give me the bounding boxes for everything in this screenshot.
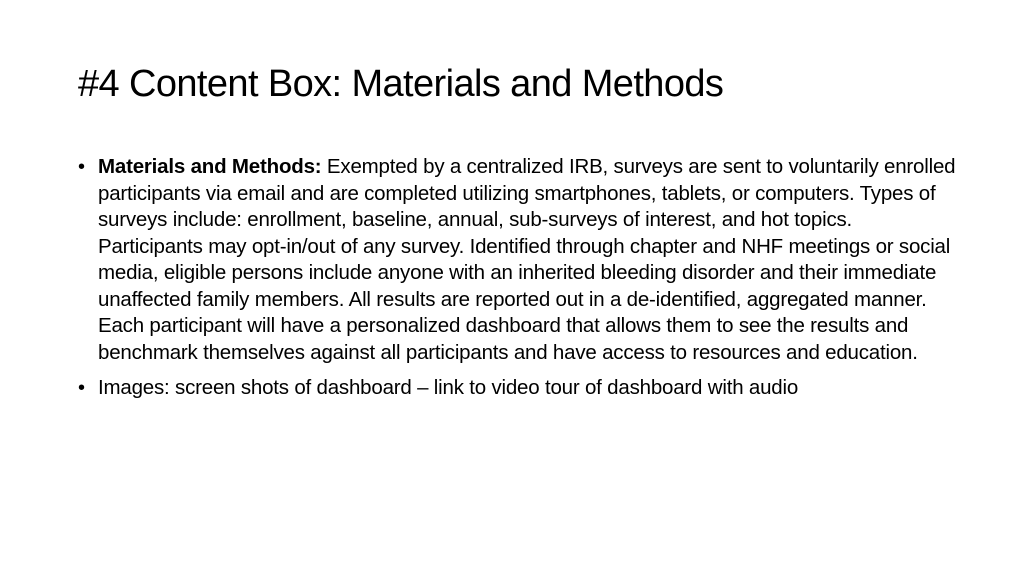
bullet-label: Materials and Methods: — [98, 155, 322, 178]
slide-title: #4 Content Box: Materials and Methods — [78, 63, 724, 105]
bullet-icon: • — [78, 377, 85, 399]
bullet-item-materials-methods — [78, 154, 958, 366]
bullet-item-images — [78, 375, 958, 402]
bullet-text: Images: screen shots of dashboard – link to video tour of dashboard with audio — [98, 376, 799, 399]
bullet-list — [78, 154, 958, 411]
bullet-icon: • — [78, 156, 85, 178]
bullet-text: Exempted by a centralized IRB, surveys are sent to voluntarily enrolled participants via email and are completed utilizing smartphones, tablets, or computers. Types of surveys include: enrollment, baseline, annual, sub-surveys of interest, and hot topics. Participants may opt-in/out of any survey. Identified through chapter and NHF meetings or social media, eligible persons include anyone with an inherited bleeding disorder and their immediate unaffected family members. All results are reported out in a de-identified, aggregated manner. Each participant will have a personalized dashboard that allows them to see the results and benchmark themselves against all participants and have access to resources and education. — [98, 155, 956, 364]
